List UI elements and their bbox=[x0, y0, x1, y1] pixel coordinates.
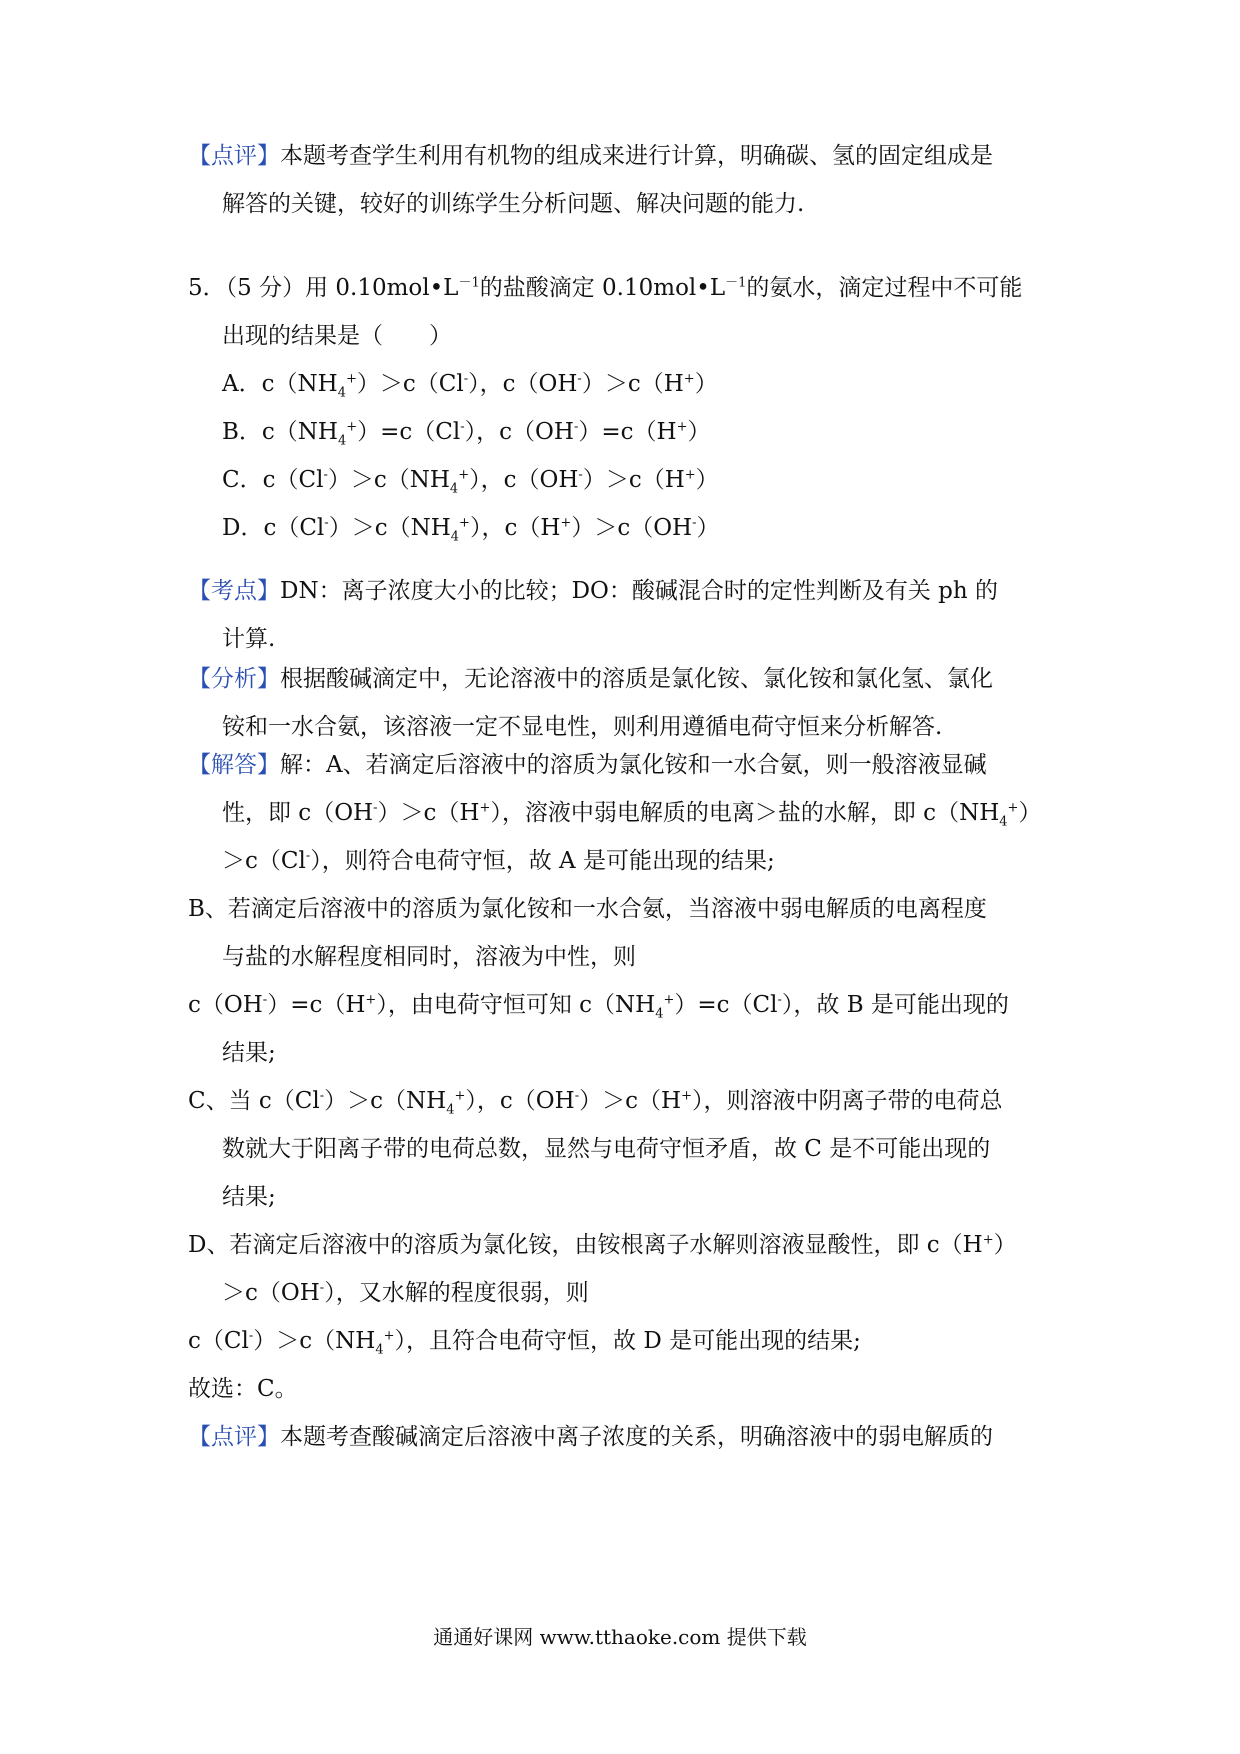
option-a: A．$c(NH_4^+)>c(Cl^-)$，c（OH-）＞c（H+） bbox=[222, 371, 718, 401]
jieda-section: 【解答】解：A、若滴定后溶液中的溶质为氯化铵和一水合氨，则一般溶液显碱 性，即 c（OH-）＞c（H+），溶液中弱电解质的电离＞盐的水解，即 $c(NH_4^+)$ ＞c（Cl-），则符合电荷守恒，故 A 是可能出现的结果; B、若滴定后溶液中的溶质为氯化铵和一水合氨，当溶液中弱电解质的电离程度 与盐的水解程度相同时，溶液为中性，则 c（OH-）=c（H+），由电荷守恒可知 $c(NH_4^+)=c(Cl^-)$，故 B 是可能出现的 结果; C、当 $c(Cl^-)>c(NH_4^+)$，c（OH-）＞c（H+），则溶液中阴离子带的电荷总 数就大于阳离子带的电荷总数，显然与电荷守恒矛盾，故 C 是不可能出现的 结果; D、若滴定后溶液中的溶质为氯化铵，由铵根离子水解则溶液显酸性，即 c（H+） ＞c（OH-），又水解的程度很弱，则 $c(Cl^-)>c(NH_4^+)$，且符合电荷守恒，故 D 是可能出现的结果; 故选：C。 【点评】本题考查酸碱滴定后溶液中离子浓度的关系，明确溶液中的弱电解质的 bbox=[188, 741, 1058, 1461]
footer: 通通好课网 www.tthaoke.com 提供下载 bbox=[433, 1625, 807, 1649]
question-5 bbox=[188, 264, 1058, 552]
review-tag: 【点评】 bbox=[188, 1424, 280, 1450]
question-stem: 5．（5 分）用 $0.10mol•L^{-1}$的盐酸滴定 $0.10mol•L^{-1}$的氨水，滴定过程中不可能 bbox=[188, 275, 1023, 301]
review-text: 本题考查学生利用有机物的组成来进行计算，明确碳、氢的固定组成是 bbox=[280, 143, 993, 169]
kaodian-section: 【考点】DN：离子浓度大小的比较；DO：酸碱混合时的定性判断及有关 ph 的 计算. bbox=[188, 578, 999, 652]
review-tag: 【点评】 bbox=[188, 143, 280, 169]
option-c: C．$c(Cl^-)>c(NH_4^+)$，c（OH-）＞c（H+） bbox=[222, 467, 719, 497]
kaodian-tag: 【考点】 bbox=[188, 578, 280, 604]
option-d: D．$c(Cl^-)>c(NH_4^+)$，c（H+）＞c（OH-） bbox=[222, 515, 720, 545]
answer: 故选：C。 bbox=[188, 1376, 298, 1402]
fenxi-section: 【分析】根据酸碱滴定中，无论溶液中的溶质是氯化铵、氯化铵和氯化氢、氯化 铵和一水合氨，该溶液一定不显电性，则利用遵循电荷守恒来分析解答. bbox=[188, 666, 993, 740]
jieda-tag: 【解答】 bbox=[188, 752, 280, 778]
review-section-1 bbox=[188, 132, 1058, 228]
review-section-2: 【点评】本题考查酸碱滴定后溶液中离子浓度的关系，明确溶液中的弱电解质的 bbox=[188, 1424, 993, 1450]
question-stem: 出现的结果是（ ） bbox=[222, 323, 452, 349]
review-text: 解答的关键，较好的训练学生分析问题、解决问题的能力. bbox=[222, 191, 805, 217]
fenxi-tag: 【分析】 bbox=[188, 666, 280, 692]
option-b: B．$c(NH_4^+)=c(Cl^-)$，c（OH-）=c（H+） bbox=[222, 419, 711, 449]
